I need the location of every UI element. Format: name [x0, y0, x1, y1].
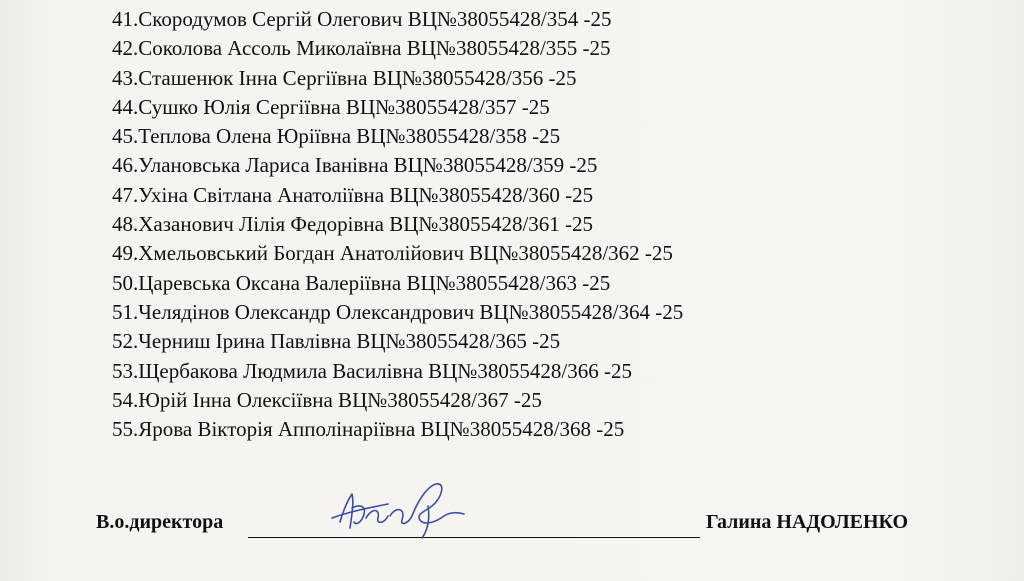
list-item: 41.Скородумов Сергій Олегович ВЦ№38055428/354 -25 [112, 7, 612, 31]
signature-row [96, 505, 909, 545]
list-item: 53.Щербакова Людмила Василівна ВЦ№38055428/366 -25 [112, 358, 632, 383]
list-item: 49.Хмельовський Богдан Анатолійович ВЦ№38055428/362 -25 [112, 241, 673, 266]
list-item: 51.Челядінов Олександр Олександрович ВЦ№38055428/364 -25 [112, 299, 684, 324]
list-item: 45.Теплова Олена Юріївна ВЦ№38055428/358 -25 [112, 124, 561, 149]
signatory-name: Галина НАДОЛЕНКО [706, 511, 909, 533]
list-item: 48.Хазанович Лілія Федорівна ВЦ№38055428/361 -25 [112, 212, 594, 237]
list-item: 44.Сушко Юлія Сергіївна ВЦ№38055428/357 -25 [112, 94, 550, 119]
handwritten-signature [318, 478, 478, 544]
list-item: 55.Ярова Вікторія Апполінаріївна ВЦ№38055428/368 -25 [112, 417, 625, 442]
list-item: 43.Сташенюк Інна Сергіївна ВЦ№38055428/356 -25 [112, 65, 577, 90]
list-item: 54.Юрій Інна Олексіївна ВЦ№38055428/367 -25 [112, 387, 542, 412]
staff-list [112, 5, 683, 444]
signatory-role: В.о.директора [96, 511, 224, 533]
list-item: 46.Улановська Лариса Іванівна ВЦ№38055428/359 -25 [112, 153, 598, 178]
list-item: 42.Соколова Ассоль Миколаївна ВЦ№38055428/355 -25 [112, 36, 611, 61]
list-item: 52.Черниш Ірина Павлівна ВЦ№38055428/365 -25 [112, 329, 561, 354]
list-item: 47.Ухіна Світлана Анатоліївна ВЦ№38055428/360 -25 [112, 182, 594, 207]
list-item: 50.Царевська Оксана Валеріївна ВЦ№38055428/363 -25 [112, 270, 611, 295]
